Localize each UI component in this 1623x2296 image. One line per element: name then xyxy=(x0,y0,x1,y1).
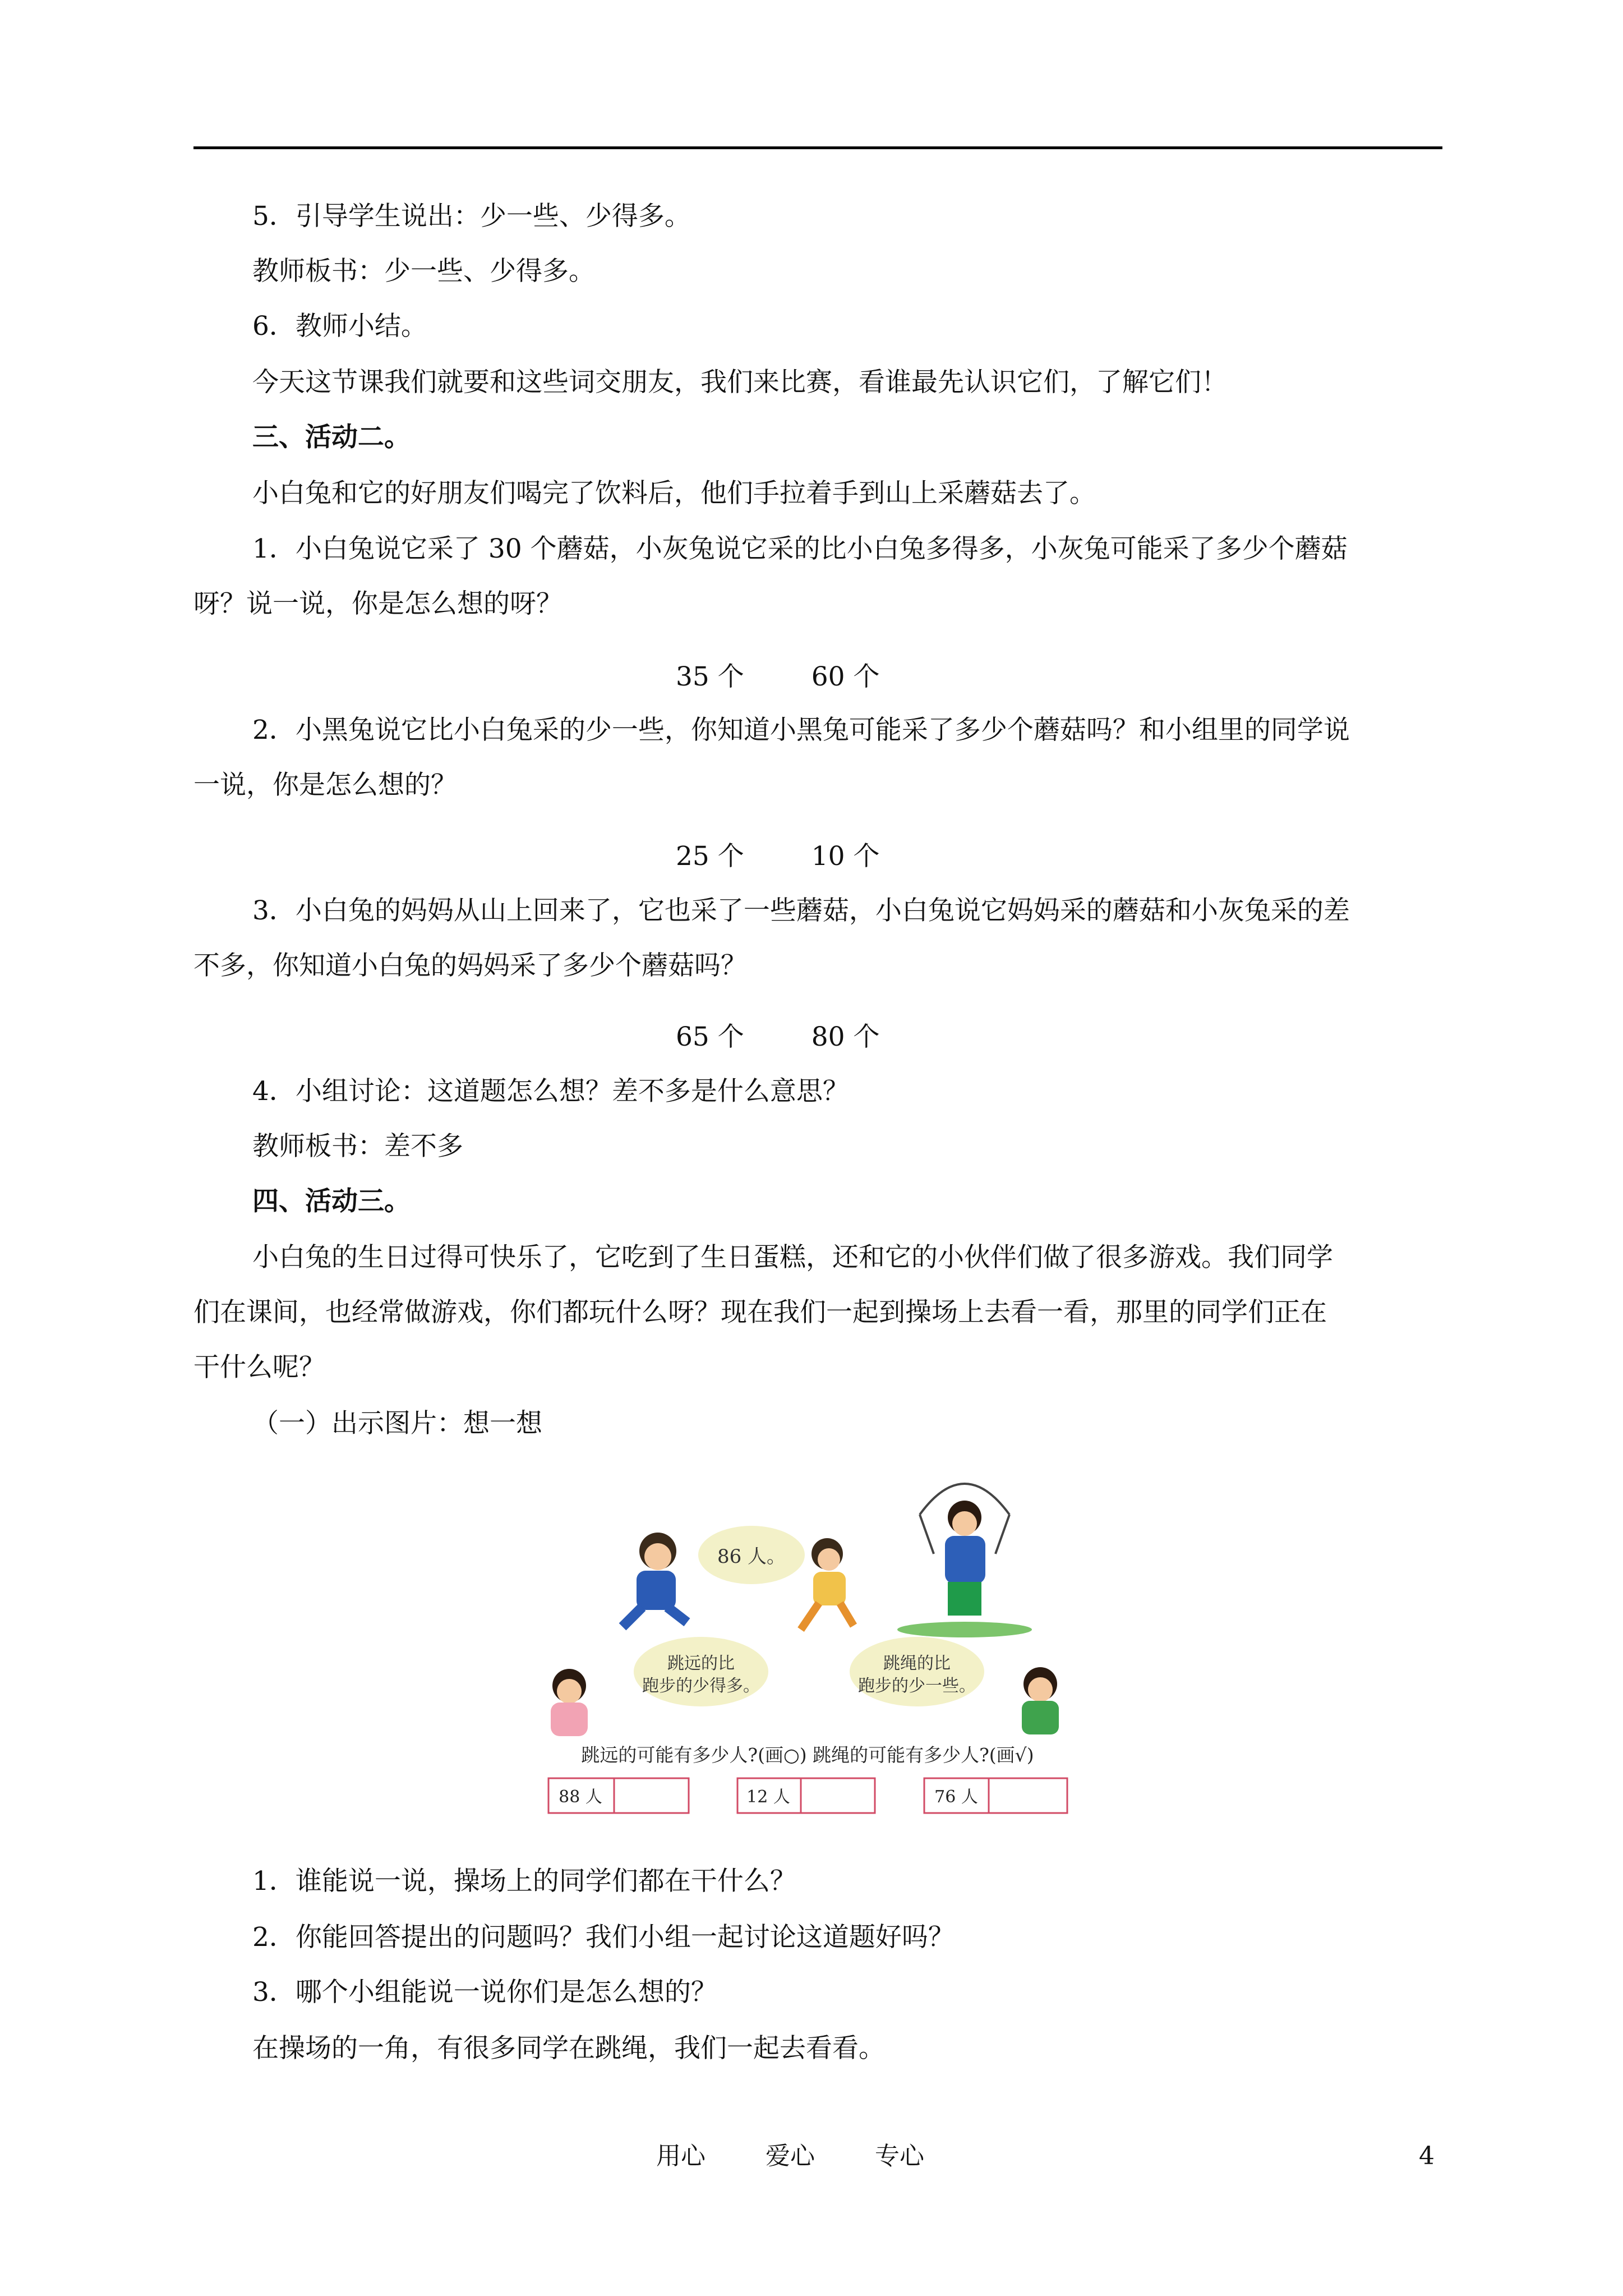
heading-activity-2: 三、活动二。 xyxy=(252,422,411,453)
question-1a: 1．小白兔说它采了 30 个蘑菇，小灰兔说它采的比小白兔多得多，小灰兔可能采了多少个蘑菇 xyxy=(252,533,1348,564)
heading-activity-3: 四、活动三。 xyxy=(252,1186,411,1217)
para-birthday-2: 们在课间，也经常做游戏，你们都玩什么呀？现在我们一起到操场上去看一看，那里的同学们正在 xyxy=(193,1297,1327,1328)
box-1-label: 88 人 xyxy=(559,1787,602,1807)
footer-item-3: 专心 xyxy=(875,2142,924,2170)
question-4: 4．小组讨论：这道题怎么想？差不多是什么意思？ xyxy=(252,1076,849,1107)
option-60: 60 个 xyxy=(811,661,880,692)
playground-figure xyxy=(516,1475,1113,1826)
bubble-right-text-2: 跑步的少一些。 xyxy=(858,1676,976,1696)
header-rule xyxy=(193,146,1442,149)
sub-heading-1: （一）出示图片：想一想 xyxy=(252,1408,542,1439)
options-row-3 xyxy=(676,1024,879,1050)
question-3b: 不多，你知道小白兔的妈妈采了多少个蘑菇吗？ xyxy=(193,950,747,981)
review-q2: 2．你能回答提出的问题吗？我们小组一起讨论这道题好吗？ xyxy=(252,1922,955,1953)
bubble-top-text: 86 人。 xyxy=(717,1545,786,1568)
option-25: 25 个 xyxy=(676,841,744,872)
bubble-left-text-1: 跳远的比 xyxy=(667,1654,735,1673)
footer-item-2: 爱心 xyxy=(766,2142,815,2170)
option-35: 35 个 xyxy=(676,661,744,692)
para-birthday-1: 小白兔的生日过得可快乐了，它吃到了生日蛋糕，还和它的小伙伴们做了很多游戏。我们同学 xyxy=(252,1242,1333,1273)
answer-box-3 xyxy=(924,1778,1067,1813)
option-80: 80 个 xyxy=(811,1022,880,1052)
playground-illustration xyxy=(516,1475,1113,1826)
runner-girl-icon xyxy=(801,1538,854,1630)
answer-box-2 xyxy=(737,1778,875,1813)
question-1b: 呀？说一说，你是怎么想的呀？ xyxy=(193,588,562,619)
line-board-1: 教师板书：少一些、少得多。 xyxy=(252,256,595,287)
girl-icon xyxy=(551,1669,588,1736)
page-number: 4 xyxy=(1419,2142,1435,2170)
line-rope-skipping: 在操场的一角，有很多同学在跳绳，我们一起去看看。 xyxy=(252,2033,885,2064)
boy-icon xyxy=(1022,1667,1059,1734)
question-3a: 3．小白兔的妈妈从山上回来了，它也采了一些蘑菇，小白兔说它妈妈采的蘑菇和小灰兔采的差 xyxy=(252,895,1350,926)
figure-question: 跳远的可能有多少人?(画○) 跳绳的可能有多少人?(画√) xyxy=(581,1744,1034,1766)
option-65: 65 个 xyxy=(676,1022,744,1052)
para-birthday-3: 干什么呢？ xyxy=(193,1352,325,1383)
line-rabbit: 小白兔和它的好朋友们喝完了饮料后，他们手拉着手到山上采蘑菇去了。 xyxy=(252,478,1096,509)
bubble-left-text-2: 跑步的少得多。 xyxy=(642,1676,760,1696)
box-3-label: 76 人 xyxy=(934,1787,978,1807)
line-today: 今天这节课我们就要和这些词交朋友，我们来比赛，看谁最先认识它们，了解它们！ xyxy=(252,367,1228,398)
answer-box-1 xyxy=(548,1778,689,1813)
review-q1: 1．谁能说一说，操场上的同学们都在干什么？ xyxy=(252,1866,796,1897)
options-row-1 xyxy=(676,661,880,692)
question-2b: 一说，你是怎么想的？ xyxy=(193,770,457,800)
runner-boy-icon xyxy=(623,1533,687,1627)
bubble-right-text-1: 跳绳的比 xyxy=(883,1654,951,1673)
options-row-2 xyxy=(676,841,880,872)
line-board-2: 教师板书：差不多 xyxy=(252,1131,463,1162)
question-2a: 2．小黑兔说它比小白兔采的少一些，你知道小黑兔可能采了多少个蘑菇吗？和小组里的同学说 xyxy=(252,715,1350,746)
line-6: 6．教师小结。 xyxy=(252,311,427,342)
rope-skipper-icon xyxy=(897,1484,1032,1637)
option-10: 10 个 xyxy=(811,841,880,872)
box-2-label: 12 人 xyxy=(746,1787,790,1807)
line-5: 5．引导学生说出：少一些、少得多。 xyxy=(252,201,691,232)
footer-item-1: 用心 xyxy=(656,2142,706,2170)
review-q3: 3．哪个小组能说一说你们是怎么想的？ xyxy=(252,1977,717,2008)
